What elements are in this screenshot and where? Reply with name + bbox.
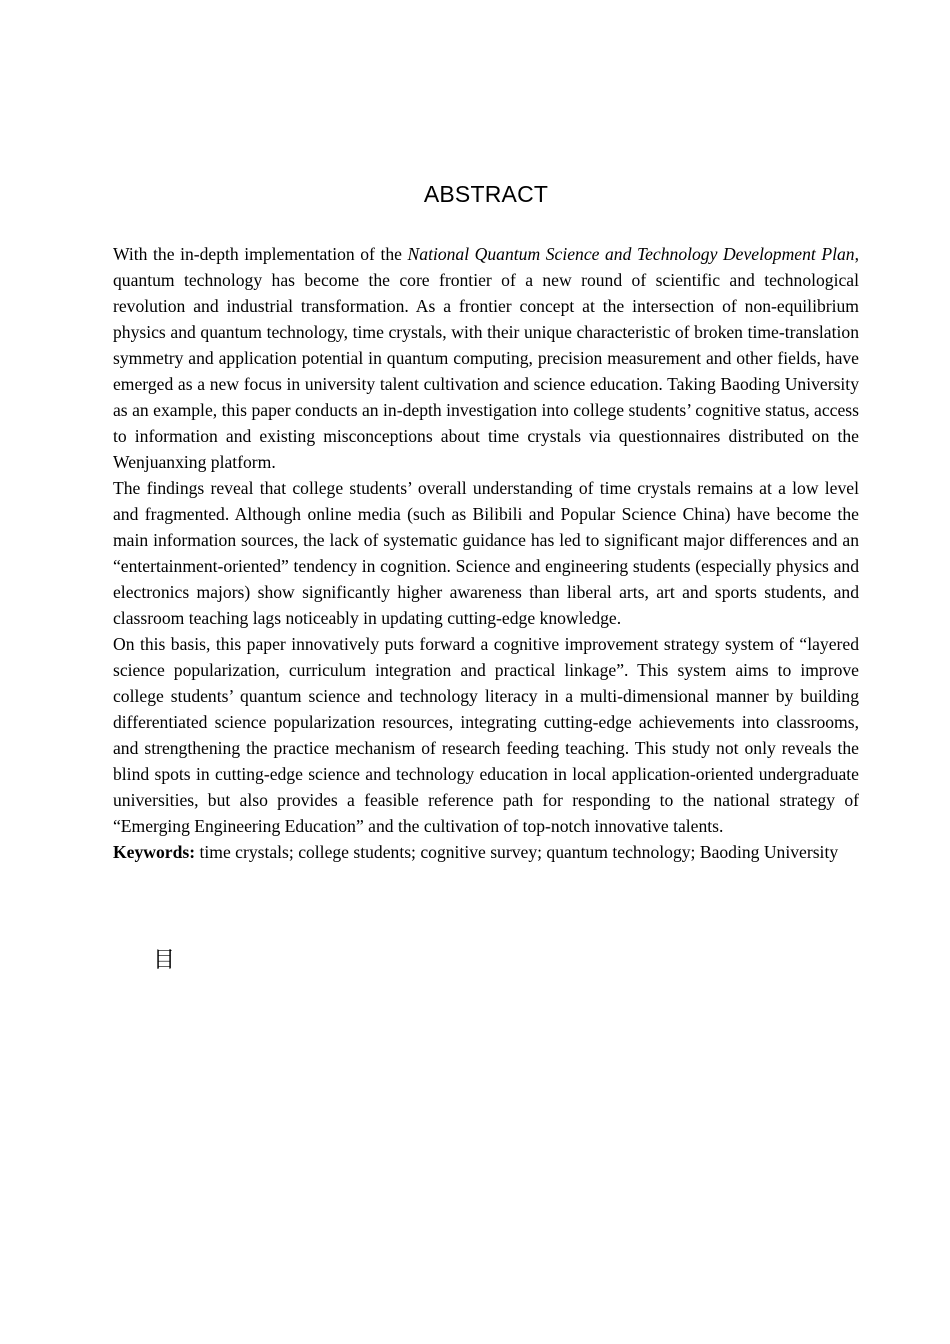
plan-name: National Quantum Science and Technology Development Plan: [407, 244, 855, 264]
keywords-line: [113, 839, 859, 865]
abstract-paragraph-2: The findings reveal that college students’ overall understanding of time crystals remains at a low level and fragmented. Although online media (such as Bilibili and Popular Science China) have become the main information sources, the lack of systematic guidance has led to significant major differences and an “entertainment-oriented” tendency in cognition. Science and engineering students (especially physics and electronics majors) show significantly higher awareness than liberal arts, art and sports students, and classroom teaching lags noticeably in updating cutting-edge knowledge.: [113, 478, 859, 628]
toc-heading-glyph: 目: [153, 948, 176, 973]
abstract-paragraph-1: [113, 241, 859, 475]
keywords-value: time crystals; college students; cognitive survey; quantum technology; Baoding University: [195, 842, 839, 862]
abstract-paragraph-3: On this basis, this paper innovatively puts forward a cognitive improvement strategy system of “layered science popularization, curriculum integration and practical linkage”. This system aims to improve college students’ quantum science and technology literacy in a multi-dimensional manner by building differentiated science popularization resources, integrating cutting-edge achievements into classrooms, and strengthening the practice mechanism of research feeding teaching. This study not only reveals the blind spots in cutting-edge science and technology education in local application-oriented undergraduate universities, but also provides a feasible reference path for responding to the national strategy of “Emerging Engineering Education” and the cultivation of top-notch innovative talents.: [113, 634, 859, 836]
paragraph-1-lead: With the in-depth implementation of the: [113, 244, 408, 264]
keywords-label: Keywords:: [113, 842, 196, 862]
abstract-body: [113, 241, 859, 865]
abstract-title: ABSTRACT: [423, 181, 549, 207]
paragraph-1-rest: , quantum technology has become the core frontier of a new round of scientific and technological revolution and industrial transformation. As a frontier concept at the intersection of non-equilibrium physics and quantum technology, time crystals, with their unique characteristic of broken time-translation symmetry and application potential in quantum computing, precision measurement and other fields, have emerged as a new focus in university talent cultivation and science education. Taking Baoding University as an example, this paper conducts an in-depth investigation into college students’ cognitive status, access to information and existing misconceptions about time crystals via questionnaires distributed on the Wenjuanxing platform.: [113, 244, 859, 472]
